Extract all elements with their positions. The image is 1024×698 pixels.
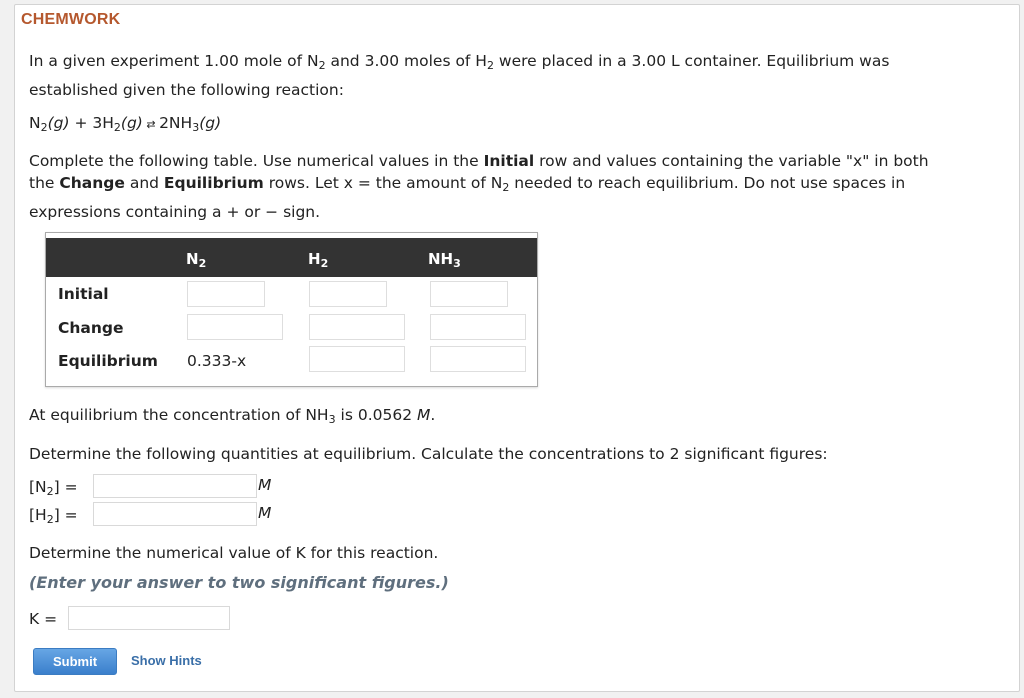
intro-line-2: established given the following reaction: — [29, 81, 344, 99]
ice-table-header — [46, 233, 537, 277]
initial-n2-input[interactable] — [187, 281, 265, 307]
change-nh3-input[interactable] — [430, 314, 526, 340]
h2-concentration-input[interactable] — [93, 502, 257, 526]
row-label-equilibrium: Equilibrium — [58, 352, 158, 370]
equilibrium-n2-value: 0.333-x — [187, 352, 247, 370]
h2-unit: M — [258, 504, 272, 522]
header-n2: $N_2$ — [186, 250, 207, 270]
equilibrium-arrow-icon: ⇄ — [142, 118, 160, 131]
ice-table — [45, 232, 538, 387]
equilibrium-h2-input[interactable] — [309, 346, 405, 372]
submit-button[interactable]: Submit — [33, 648, 117, 675]
brand-title: CHEMWORK — [21, 11, 121, 28]
question-card — [14, 4, 1020, 692]
header-nh3: $NH_3$ — [428, 250, 461, 270]
determine-k-text: Determine the numerical value of K for this reaction. — [29, 544, 439, 562]
equilibrium-note: At equilibrium the concentration of $NH_3$ is 0.0562 M. — [29, 406, 436, 426]
change-h2-input[interactable] — [309, 314, 405, 340]
equilibrium-nh3-input[interactable] — [430, 346, 526, 372]
initial-h2-input[interactable] — [309, 281, 387, 307]
k-value-input[interactable] — [68, 606, 230, 630]
intro-line-1: In a given experiment 1.00 mole of $N_2$ and 3.00 moles of $H_2$ were placed in a 3.00 L container. Equilibrium was — [29, 52, 890, 72]
n2-concentration-label: $[N_2]$ = — [29, 478, 78, 498]
header-h2: $H_2$ — [308, 250, 329, 270]
instructions-line-1: Complete the following table. Use numerical values in the Initial row and values containing the variable "x" in both — [29, 152, 929, 170]
h2-concentration-label: $[H_2]$ = — [29, 506, 78, 526]
n2-concentration-input[interactable] — [93, 474, 257, 498]
initial-nh3-input[interactable] — [430, 281, 508, 307]
significant-figures-hint: (Enter your answer to two significant figures.) — [29, 573, 449, 592]
row-label-change: Change — [58, 319, 124, 337]
row-label-initial: Initial — [58, 285, 109, 303]
instructions-line-2: the Change and Equilibrium rows. Let x = the amount of $N_2$ needed to reach equilibrium. Do not use spaces in — [29, 174, 906, 194]
change-n2-input[interactable] — [187, 314, 283, 340]
show-hints-link[interactable]: Show Hints — [131, 653, 202, 668]
reaction-equation: $N_2(g) + 3H_2(g)$ ⇄ $2NH_3(g)$ — [29, 114, 222, 134]
n2-unit: M — [258, 476, 272, 494]
instructions-line-3: expressions containing a + or − sign. — [29, 203, 321, 221]
k-label: K = — [29, 610, 58, 628]
determine-concentrations-text: Determine the following quantities at equilibrium. Calculate the concentrations to 2 significant figures: — [29, 445, 828, 463]
